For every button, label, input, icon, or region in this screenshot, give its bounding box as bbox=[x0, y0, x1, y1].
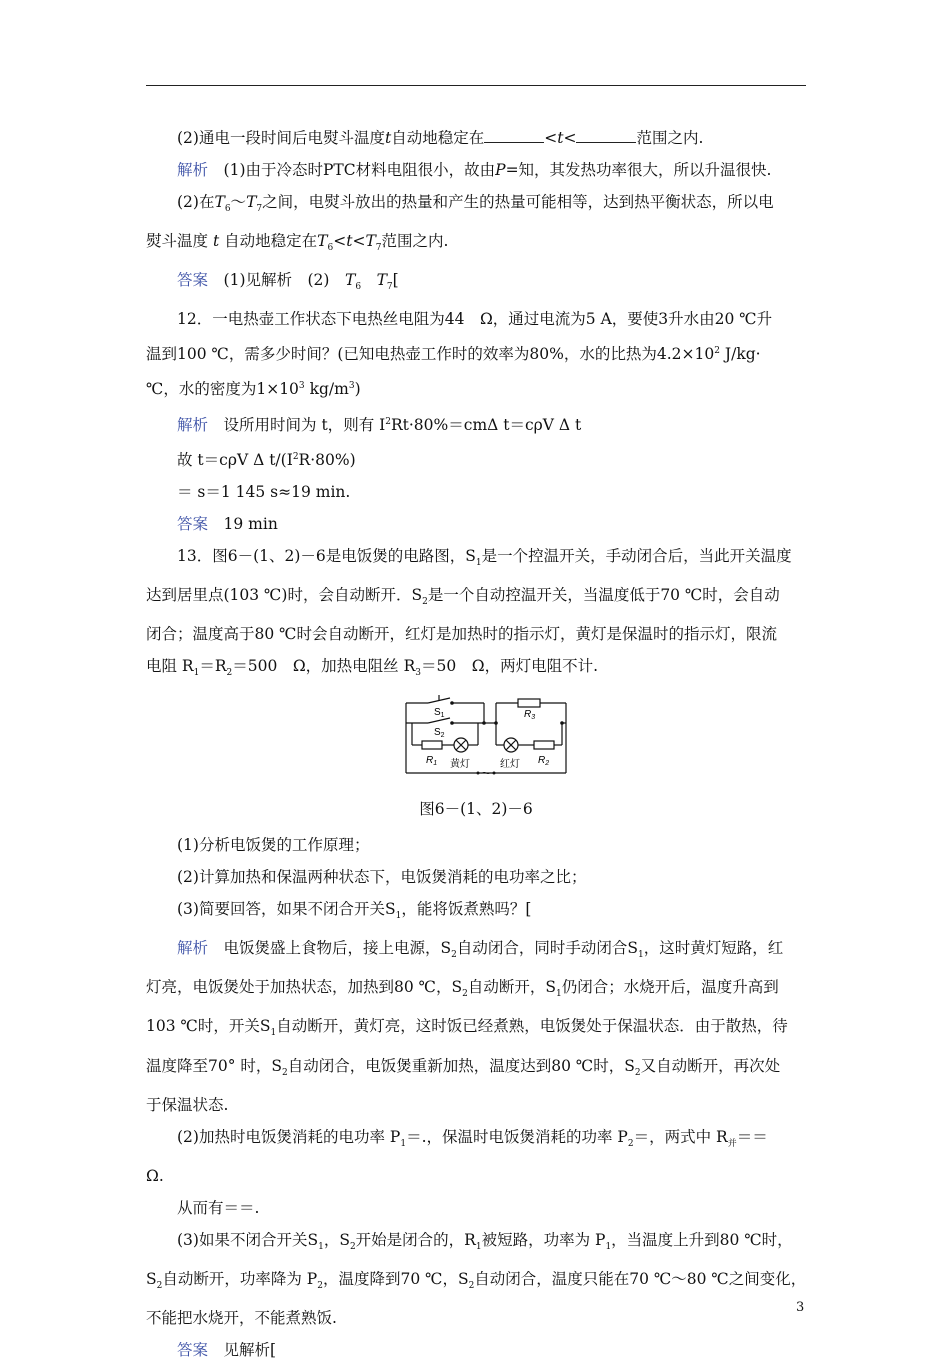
answer-label: 答案 bbox=[177, 514, 209, 533]
answer-label: 答案 bbox=[177, 1340, 209, 1359]
analysis-label: 解析 bbox=[177, 939, 209, 958]
q12-stem-2: 温到100 ℃，需多少时间？(已知电热壶工作时的效率为80%，水的比热为$4.2\times 10^2$ J/kg· bbox=[146, 345, 761, 364]
q13-analysis-6: (2)加热时电饭煲消耗的电功率 $P_1=$.，保温时电饭煲消耗的功率 $P_2=$，两式中 $R_并==$ bbox=[177, 1127, 768, 1149]
analysis-label: 解析 bbox=[177, 415, 209, 434]
q13-sub1: (1)分析电饭煲的工作原理； bbox=[177, 836, 370, 855]
q12-stem-1: 12．一电热壶工作状态下电热丝电阻为44 Ω，通过电流为5 A，要使3升水由20 ℃升 bbox=[177, 310, 773, 329]
label-s1: $S_1$ bbox=[434, 707, 445, 720]
q13-analysis-8: 从而有＝＝. bbox=[177, 1198, 260, 1217]
q13-analysis-9: (3)如果不闭合开关$S_1$，$S_2$开始是闭合的，$R_1$被短路，功率为 $P_1$，当温度上升到80 ℃时， bbox=[177, 1230, 793, 1252]
label-r2: $R_2$ bbox=[538, 755, 550, 768]
q13-sub3: (3)简要回答，如果不闭合开关$S_1$，能将饭煮熟吗？[ bbox=[177, 900, 532, 922]
circuit-diagram bbox=[400, 693, 572, 785]
q13-answer: 答案 见解析[ bbox=[177, 1340, 277, 1359]
q13-analysis-2: 灯亮，电饭煲处于加热状态，加热到80 ℃，$S_2$自动断开，$S_1$仍闭合；水烧开后，温度升高到 bbox=[146, 978, 779, 1000]
label-r3: $R_3$ bbox=[524, 709, 536, 722]
q11-part2: (2)通电一段时间后电熨斗温度t自动地稳定在 <t< 范围之内. bbox=[146, 122, 806, 154]
answer-blank bbox=[576, 124, 636, 143]
q13-analysis-5: 于保温状态. bbox=[146, 1095, 229, 1114]
label-yellow-lamp: 黄灯 bbox=[450, 759, 470, 771]
answer-label: 答案 bbox=[177, 271, 209, 290]
q11-analysis-3: 熨斗温度 t 自动地稳定在$T_6<t<T_7$范围之内. bbox=[146, 232, 449, 254]
circuit-figure bbox=[146, 693, 806, 789]
q13-stem-3: 闭合；温度高于80 ℃时会自动断开，红灯是加热时的指示灯，黄灯是保温时的指示灯，限流 bbox=[146, 625, 777, 644]
q13-sub2: (2)计算加热和保温两种状态下，电饭煲消耗的电功率之比； bbox=[177, 868, 587, 887]
q11-analysis-1: 解析 (1)由于冷态时PTC材料电阻很小，故由P=知，其发热功率很大，所以升温很快. bbox=[177, 161, 772, 179]
analysis-label: 解析 bbox=[177, 161, 209, 179]
q12-stem-3: ℃，水的密度为$1\times 10^3$ $kg/m^3$) bbox=[146, 380, 361, 399]
q12-analysis-3: ＝ s＝1 145 s≈19 min. bbox=[177, 482, 351, 501]
q13-analysis-4: 温度降至70° 时，$S_2$自动闭合，电饭煲重新加热，温度达到80 ℃时，$S_2$又自动断开，再次处 bbox=[146, 1056, 781, 1078]
q13-stem-4: 电阻 $R_1=R_2=500$ Ω，加热电阻丝 $R_3=50$ Ω，两灯电阻不计. bbox=[146, 657, 599, 679]
label-ac-source: ～ bbox=[481, 769, 491, 781]
q13-stem-1: 13．图6－(1、2)－6是电饭煲的电路图，$S_1$是一个控温开关，手动闭合后，当此开关温度 bbox=[177, 546, 792, 568]
q13-stem-2: 达到居里点(103 ℃)时，会自动断开．$S_2$是一个自动控温开关，当温度低于70 ℃时，会自动 bbox=[146, 586, 780, 608]
answer-blank bbox=[484, 124, 544, 143]
page-content bbox=[146, 122, 806, 1366]
q12-answer: 答案 19 min bbox=[177, 514, 278, 533]
q12-analysis-2: 故 t＝cρV Δ $t/(I^2R\cdot 80\%)$ bbox=[177, 450, 356, 469]
q13-analysis-3: 103 ℃时，开关$S_1$自动断开，黄灯亮，这时饭已经煮熟，电饭煲处于保温状态．由于散热，待 bbox=[146, 1017, 788, 1039]
label-r1: $R_1$ bbox=[426, 755, 438, 768]
q12-analysis-1: 解析 设所用时间为 t，则有 $I^2Rt\cdot 80\%=cm\Delta$ t＝cρV Δ t bbox=[177, 415, 582, 434]
q13-analysis-1: 解析 电饭煲盛上食物后，接上电源，$S_2$自动闭合，同时手动闭合$S_1$，这时黄灯短路，红 bbox=[177, 939, 784, 961]
page-number: 3 bbox=[796, 1300, 805, 1315]
label-s2: $S_2$ bbox=[434, 727, 445, 740]
q13-analysis-11: 不能把水烧开，不能煮熟饭. bbox=[146, 1308, 337, 1327]
figure-caption: 图6－(1、2)－6 bbox=[419, 800, 533, 819]
q11-answer: 答案 (1)见解析 (2) $T_6$ $T_7$[ bbox=[177, 271, 399, 293]
header-rule bbox=[146, 85, 806, 86]
q13-analysis-10: $S_2$自动断开，功率降为 $P_2$，温度降到70 ℃，$S_2$自动闭合，温度只能在70 ℃～80 ℃之间变化， bbox=[146, 1269, 807, 1291]
label-red-lamp: 红灯 bbox=[500, 759, 520, 771]
q13-analysis-7: Ω. bbox=[146, 1166, 164, 1185]
q11-analysis-2: (2)在$T_6\sim T_7$之间，电熨斗放出的热量和产生的热量可能相等，达到热平衡状态，所以电 bbox=[177, 193, 774, 215]
